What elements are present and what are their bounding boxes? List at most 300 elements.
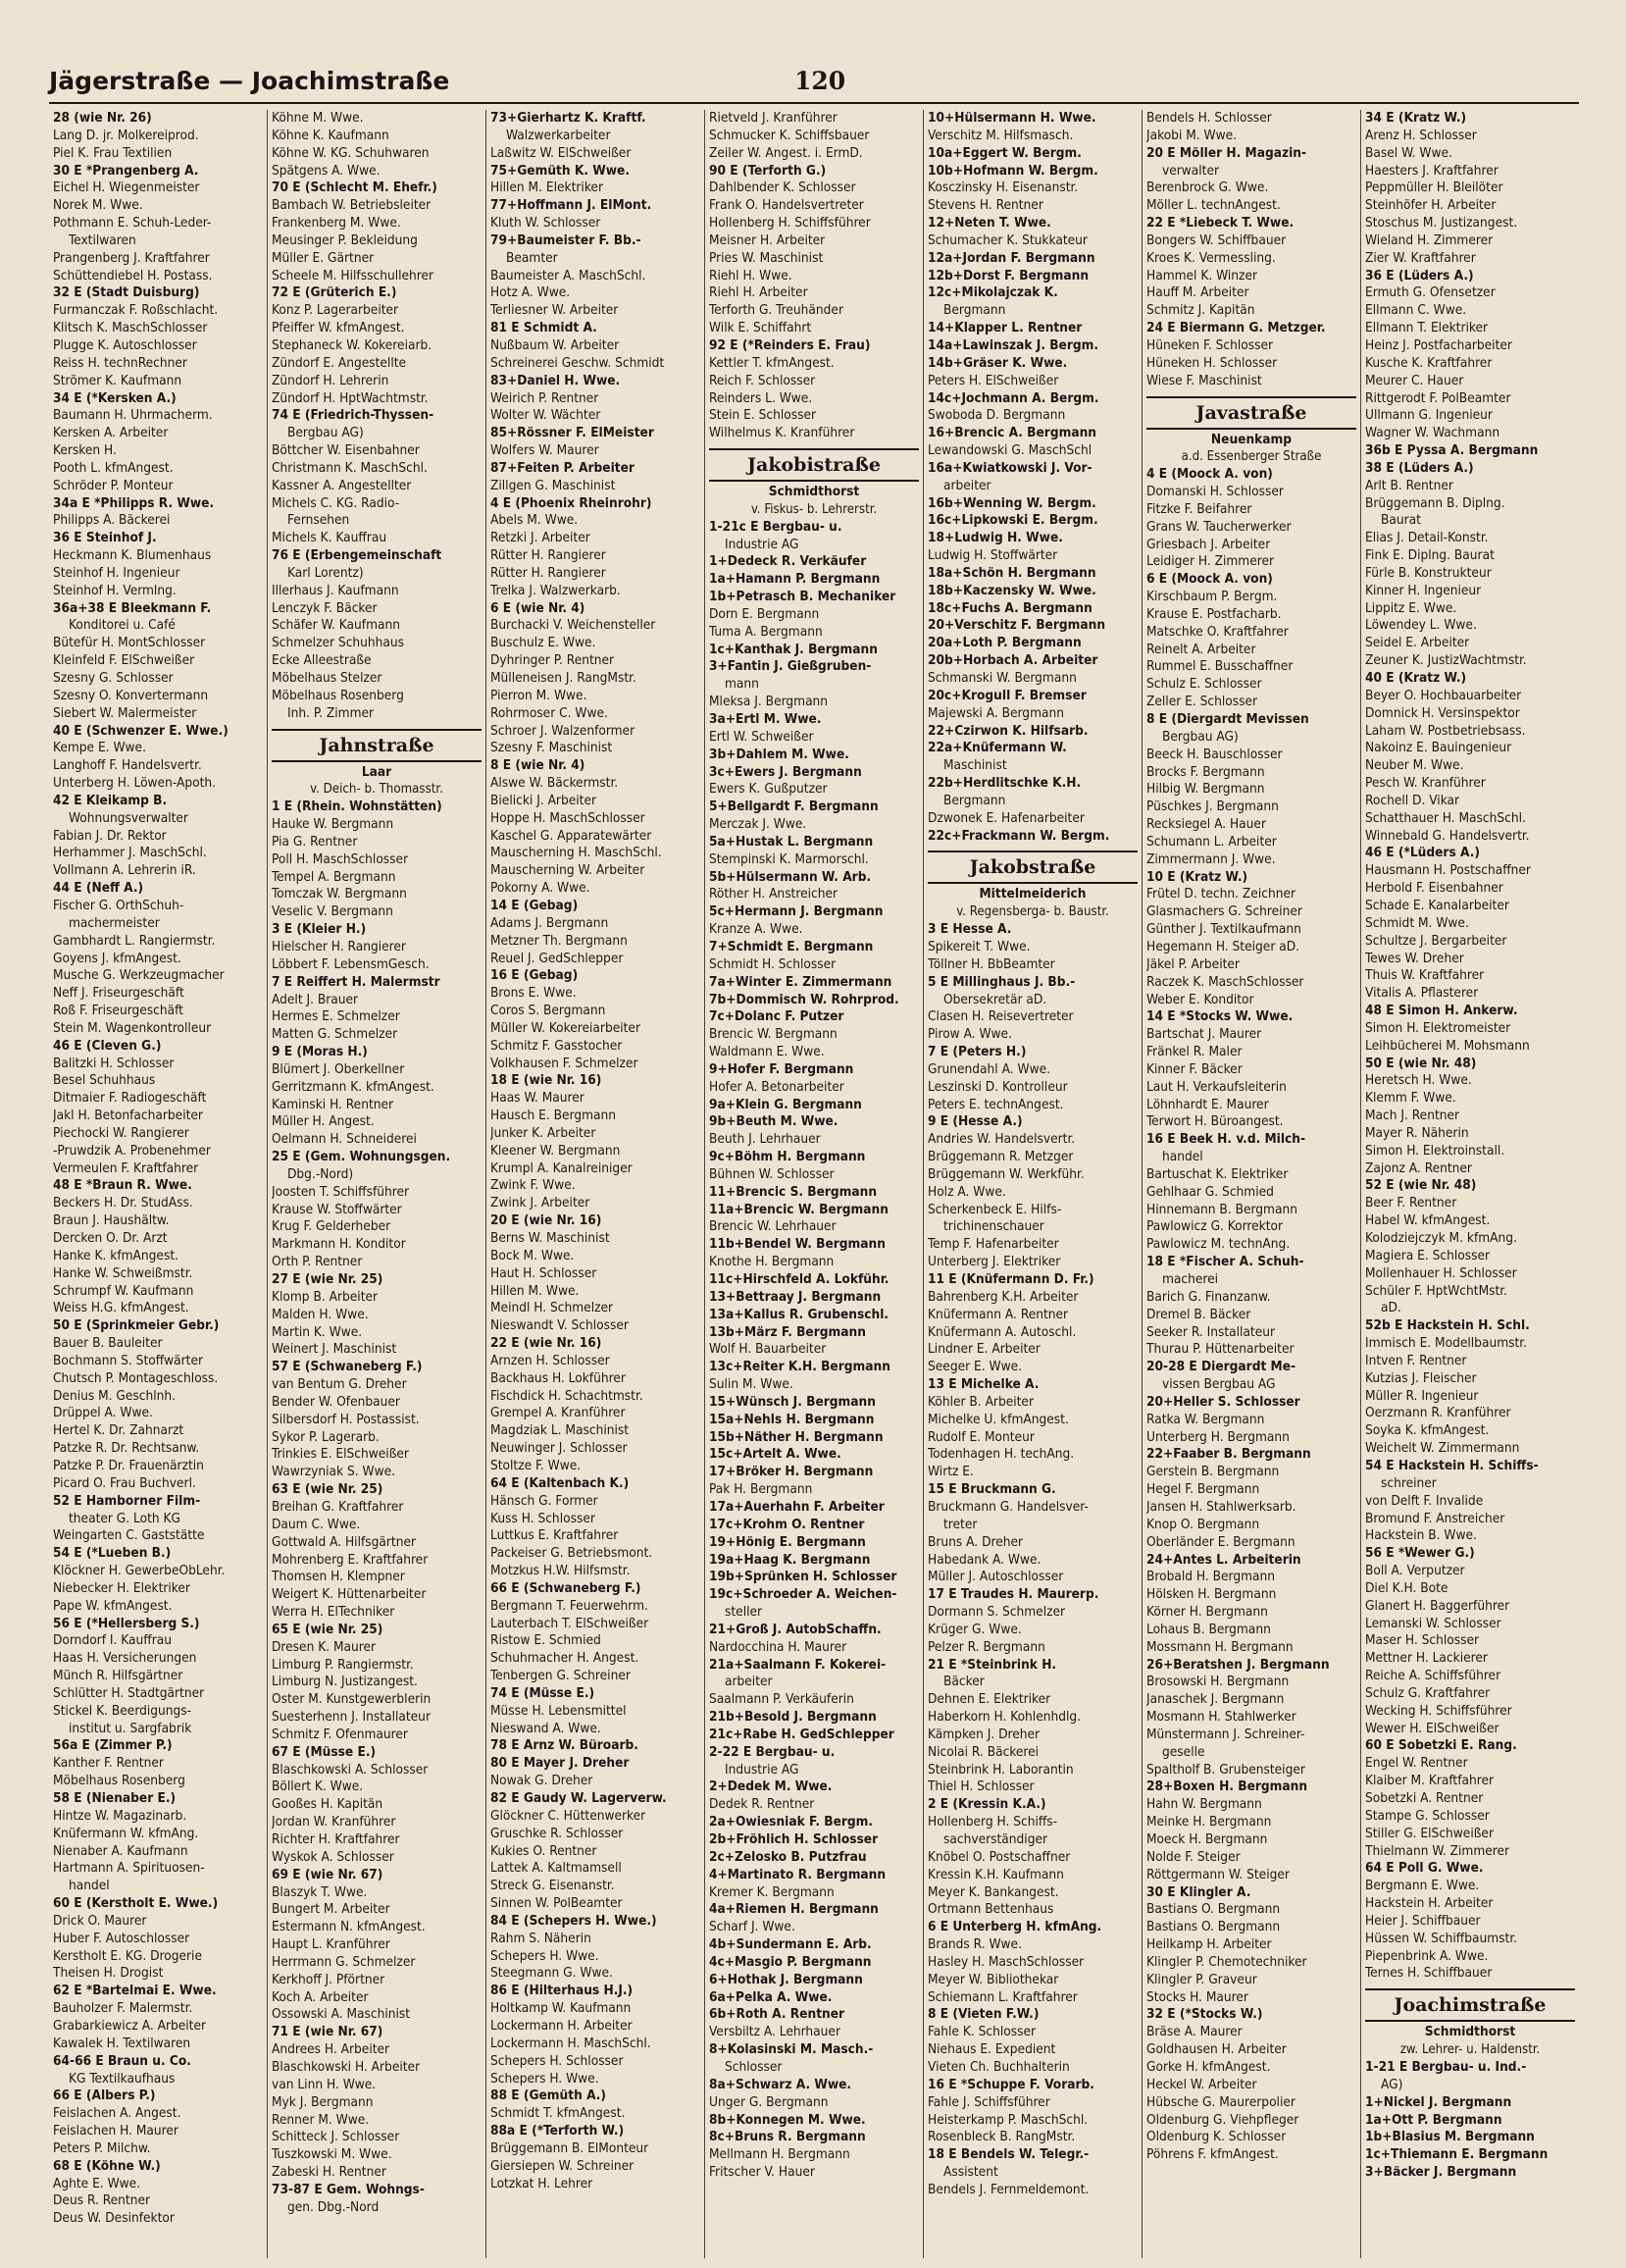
resident-entry: Peters P. Milchw. <box>53 2139 151 2156</box>
resident-entry: Weinert J. Maschinist <box>272 1341 397 1358</box>
resident-entry: Seeger E. Wwe. <box>928 1359 1023 1375</box>
resident-entry: Kaschel G. Apparatewärter <box>490 827 652 844</box>
house-number-entry: 2 E (Kressin K.A.) <box>928 1796 1046 1813</box>
resident-entry: Schepers H. Schlosser <box>490 2052 624 2069</box>
resident-entry: Klöckner H. GewerbeObLehr. <box>53 1563 226 1579</box>
house-number-entry: 18 E (wie Nr. 16) <box>490 1072 602 1089</box>
resident-entry: Laut H. Verkaufsleiterin <box>1146 1078 1287 1095</box>
resident-entry: Dahlbender K. Schlosser <box>709 180 856 196</box>
resident-entry: Bendels H. Schlosser <box>1146 110 1272 126</box>
house-number-entry: 26+Beratshen J. Bergmann <box>1146 1656 1330 1673</box>
house-number-entry: 6 E Unterberg H. kfmAng. <box>928 1919 1102 1935</box>
house-number-entry: 9a+Klein G. Bergmann <box>709 1096 862 1112</box>
resident-entry: Vollmann A. Lehrerin iR. <box>53 862 196 879</box>
resident-entry: Unterberg J. Elektriker <box>928 1254 1061 1270</box>
resident-entry: Wawrzyniak S. Wwe. <box>272 1464 396 1480</box>
house-number-entry: 13b+März F. Bergmann <box>709 1323 866 1340</box>
house-number-entry: 64 E (Kaltenbach K.) <box>490 1474 630 1491</box>
resident-entry: Simon H. Elektroinstall. <box>1365 1142 1505 1159</box>
resident-entry: Steinhöfer H. Arbeiter <box>1365 197 1497 214</box>
resident-entry: Stocks H. Maurer <box>1146 1988 1248 2005</box>
resident-entry: Werra H. ElTechniker <box>272 1604 395 1621</box>
house-number-entry: 11c+Hirschfeld A. Lokführ. <box>709 1271 889 1287</box>
resident-entry: arbeiter <box>725 1674 773 1690</box>
resident-entry: Neuwinger J. Schlosser <box>490 1440 628 1457</box>
house-number-entry: 18 E Bendels W. Telegr.- <box>928 2146 1090 2163</box>
resident-entry: Möbelhaus Rosenberg <box>53 1773 185 1789</box>
resident-entry: von Delft F. Invalide <box>1365 1492 1484 1509</box>
house-number-entry: 7b+Dommisch W. Rohrprod. <box>709 991 899 1007</box>
resident-entry: Intven F. Rentner <box>1365 1352 1467 1368</box>
resident-entry: Lippitz E. Wwe. <box>1365 599 1457 616</box>
resident-entry: Industrie AG <box>725 1761 799 1778</box>
resident-entry: Limburg P. Rangiermstr. <box>272 1656 414 1673</box>
resident-entry: Coros S. Bergmann <box>490 1003 606 1019</box>
resident-entry: Reinders L. Wwe. <box>709 389 813 406</box>
house-number-entry: 30 E Klingler A. <box>1146 1883 1251 1900</box>
resident-entry: Brencic W. Lehrhauer <box>709 1218 837 1235</box>
resident-entry: Ratka W. Bergmann <box>1146 1411 1265 1427</box>
resident-entry: Schmucker K. Schiffsbauer <box>709 127 870 143</box>
house-number-entry: 3c+Ewers J. Bergmann <box>709 763 862 780</box>
resident-entry: Schulz E. Schlosser <box>1146 676 1262 693</box>
resident-entry: Bartuschat K. Elektriker <box>1146 1165 1289 1182</box>
resident-entry: Kusche K. Kraftfahrer <box>1365 354 1493 371</box>
resident-entry: Beyer O. Hochbauarbeiter <box>1365 687 1522 703</box>
resident-entry: Philipps A. Bäckerei <box>53 512 171 529</box>
resident-entry: arbeiter <box>943 477 991 493</box>
resident-entry: gen. Dbg.-Nord <box>287 2198 380 2215</box>
resident-entry: Pelzer R. Bergmann <box>928 1638 1045 1655</box>
resident-entry: steller <box>725 1604 763 1621</box>
resident-entry: Nicolai R. Bäckerei <box>928 1743 1040 1760</box>
house-number-entry: 7a+Winter E. Zimmermann <box>709 973 892 990</box>
resident-entry: Bauholzer F. Malermstr. <box>53 2000 193 2017</box>
resident-entry: Kukies O. Rentner <box>490 1842 597 1859</box>
resident-entry: Köhne M. Wwe. <box>272 110 364 126</box>
resident-entry: Lauterbach T. ElSchweißer <box>490 1615 649 1631</box>
resident-entry: institut u. Sargfabrik <box>69 1720 192 1736</box>
house-number-entry: 4c+Masgio P. Bergmann <box>709 1953 872 1970</box>
resident-entry: Wilk E. Schiffahrt <box>709 320 812 336</box>
resident-entry: Oldenburg K. Schlosser <box>1146 2129 1287 2145</box>
resident-entry: Tenbergen G. Schreiner <box>490 1668 631 1684</box>
resident-entry: Müsse H. Lebensmittel <box>490 1702 627 1719</box>
resident-entry: Fischer G. OrthSchuh- <box>53 897 184 913</box>
resident-entry: Ortmann Bettenhaus <box>928 1901 1054 1918</box>
house-number-entry: 88 E (Gemüth A.) <box>490 2088 607 2104</box>
resident-entry: Laham W. Postbetriebsass. <box>1365 722 1526 739</box>
resident-entry: Ditmaier F. Radiogeschäft <box>53 1090 207 1107</box>
resident-entry: Myk J. Bergmann <box>272 2093 374 2110</box>
resident-entry: Bock M. Wwe. <box>490 1247 575 1263</box>
resident-entry: Rietveld J. Kranführer <box>709 110 838 126</box>
resident-entry: Meisner H. Arbeiter <box>709 232 826 248</box>
resident-entry: Hackstein H. Arbeiter <box>1365 1895 1494 1912</box>
resident-entry: Piechocki W. Rangierer <box>53 1124 189 1141</box>
resident-entry: Grempel A. Kranführer <box>490 1405 626 1421</box>
house-number-entry: 84 E (Schepers H. Wwe.) <box>490 1912 657 1929</box>
resident-entry: Ullmann G. Ingenieur <box>1365 407 1493 424</box>
resident-entry: Weingarten C. Gaststätte <box>53 1527 205 1544</box>
resident-entry: Brüggemann W. Werkführ. <box>928 1165 1085 1182</box>
resident-entry: Kaminski H. Rentner <box>272 1096 394 1112</box>
resident-entry: Dedek R. Rentner <box>709 1796 815 1813</box>
house-number-entry: 10b+Hofmann W. Bergm. <box>928 162 1098 179</box>
resident-entry: Kawalek H. Textilwaren <box>53 2035 191 2051</box>
house-number-entry: 16c+Lipkowski E. Bergm. <box>928 512 1098 529</box>
house-number-entry: 15+Wünsch J. Bergmann <box>709 1393 876 1410</box>
resident-entry: Christmann K. MaschSchl. <box>272 459 428 476</box>
resident-entry: Nowak G. Dreher <box>490 1773 593 1789</box>
house-number-entry: 5b+Hülsermann W. Arb. <box>709 868 872 885</box>
resident-entry: Swoboda D. Bergmann <box>928 407 1066 424</box>
resident-entry: sachverständiger <box>943 1831 1048 1847</box>
house-number-entry: 10a+Eggert W. Bergm. <box>928 144 1082 161</box>
house-number-entry: 15 E Bruckmann G. <box>928 1481 1056 1498</box>
resident-entry: Seeker R. Installateur <box>1146 1323 1276 1340</box>
resident-entry: Günther J. Textilkaufmann <box>1146 921 1301 938</box>
resident-entry: Fabian J. Dr. Rektor <box>53 827 167 844</box>
resident-entry: Glanert H. Baggerführer <box>1365 1597 1510 1614</box>
resident-entry: Steinbrink H. Laborantin <box>928 1761 1074 1778</box>
house-number-entry: 92 E (*Reinders E. Frau) <box>709 336 871 353</box>
resident-entry: Fürle B. Konstrukteur <box>1365 564 1492 581</box>
house-number-entry: 4+Martinato R. Bergmann <box>709 1866 887 1882</box>
resident-entry: Seidel E. Arbeiter <box>1365 635 1470 651</box>
house-number-entry: 6 E (Moock A. von) <box>1146 571 1273 588</box>
resident-entry: Stiller G. ElSchweißer <box>1365 1825 1494 1841</box>
house-number-entry: 9c+Böhm H. Bergmann <box>709 1149 866 1165</box>
house-number-entry: 38 E (Lüders A.) <box>1365 459 1474 476</box>
resident-entry: Domnick H. Versinspektor <box>1365 704 1520 721</box>
house-number-entry: 54 E (*Lueben B.) <box>53 1545 172 1562</box>
resident-entry: Müller H. Angest. <box>272 1113 375 1130</box>
house-number-entry: 11b+Bendel W. Bergmann <box>709 1236 886 1253</box>
house-number-entry: 86 E (Hilterhaus H.J.) <box>490 1983 634 1999</box>
resident-entry: Schüler F. HptWchtMstr. <box>1365 1282 1507 1299</box>
resident-entry: Mach J. Rentner <box>1365 1108 1460 1124</box>
resident-entry: Inh. P. Zimmer <box>287 704 375 721</box>
resident-entry: Berns W. Maschinist <box>490 1230 610 1246</box>
resident-entry: vissen Bergbau AG <box>1162 1376 1276 1393</box>
resident-entry: handel <box>1162 1149 1203 1165</box>
resident-entry: Fernsehen <box>287 512 350 529</box>
resident-entry: Haut H. Schlosser <box>490 1264 597 1281</box>
resident-entry: Steinhof H. Vermlng. <box>53 582 177 598</box>
resident-entry: Glöckner C. Hüttenwerker <box>490 1807 646 1824</box>
street-heading: Javastraße <box>1146 396 1356 430</box>
resident-entry: Karl Lorentz) <box>287 564 364 581</box>
resident-entry: Bergbau AG) <box>287 425 364 441</box>
resident-entry: Leszinski D. Kontrolleur <box>928 1078 1068 1095</box>
house-number-entry: 2c+Zelosko B. Putzfrau <box>709 1848 867 1865</box>
house-number-entry: 44 E (Neff A.) <box>53 880 144 897</box>
house-number-entry: 8 E (wie Nr. 4) <box>490 757 585 774</box>
resident-entry: Terforth G. Treuhänder <box>709 302 843 319</box>
directory-column <box>49 110 268 2258</box>
street-extent: v. Regensberga- b. Baustr. <box>956 904 1109 920</box>
resident-entry: Assistent <box>943 2164 998 2181</box>
house-number-entry: 20c+Krogull F. Bremser <box>928 687 1087 703</box>
resident-entry: AG) <box>1381 2076 1403 2092</box>
house-number-entry: 58 E (Nienaber E.) <box>53 1790 177 1806</box>
resident-entry: Musche G. Werkzeugmacher <box>53 967 225 984</box>
resident-entry: Müller J. Autoschlosser <box>928 1569 1064 1585</box>
resident-entry: verwalter <box>1162 162 1220 179</box>
resident-entry: Suesterhenn J. Installateur <box>272 1709 431 1726</box>
house-number-entry: 16 E (Gebag) <box>490 967 579 984</box>
house-number-entry: 1+Dedeck R. Verkäufer <box>709 553 867 570</box>
resident-entry: Schmidt H. Schlosser <box>709 955 837 972</box>
resident-entry: Püschkes J. Bergmann <box>1146 799 1279 815</box>
resident-entry: Sobetzki A. Rentner <box>1365 1790 1484 1806</box>
resident-entry: Dorndorf I. Kauffrau <box>53 1632 172 1649</box>
resident-entry: Giersiepen W. Schreiner <box>490 2157 635 2174</box>
house-number-entry: 32 E (*Stocks W.) <box>1146 2006 1263 2023</box>
resident-entry: Mauscherning W. Arbeiter <box>490 862 645 879</box>
resident-entry: Eichel H. Wiegenmeister <box>53 180 200 196</box>
resident-entry: Hillen M. Elektriker <box>490 180 603 196</box>
resident-entry: Mettner H. Lackierer <box>1365 1650 1488 1667</box>
resident-entry: Renner M. Wwe. <box>272 2111 370 2128</box>
resident-entry: Schmitz F. Gasstocher <box>490 1037 623 1054</box>
resident-entry: Hausmann H. Postschaffner <box>1365 862 1531 879</box>
house-number-entry: 1b+Blasius M. Bergmann <box>1365 2129 1535 2145</box>
house-number-entry: 24+Antes L. Arbeiterin <box>1146 1551 1301 1568</box>
resident-entry: Knöbel O. Postschaffner <box>928 1848 1071 1865</box>
house-number-entry: 9 E (Hesse A.) <box>928 1113 1023 1130</box>
resident-entry: Abels M. Wwe. <box>490 512 579 529</box>
resident-entry: Reich F. Schlosser <box>709 372 816 388</box>
resident-entry: Chutsch P. Montageschloss. <box>53 1369 219 1386</box>
house-number-entry: 3+Fantin J. Gießgruben- <box>709 658 872 675</box>
house-number-entry: 77+Hoffmann J. ElMont. <box>490 197 652 214</box>
house-number-entry: 8 E (Diergardt Mevissen <box>1146 711 1309 727</box>
house-number-entry: 16+Brencic A. Bergmann <box>928 425 1096 441</box>
resident-entry: Blaschkowski H. Arbeiter <box>272 2058 421 2075</box>
resident-entry: Oster M. Kunstgewerblerin <box>272 1691 432 1708</box>
resident-entry: Neuber M. Wwe. <box>1365 757 1464 774</box>
resident-entry: Töllner H. BbBeamter <box>928 955 1055 972</box>
resident-entry: Kressin K.H. Kaufmann <box>928 1866 1064 1882</box>
resident-entry: Wyskok A. Schlosser <box>272 1848 394 1865</box>
resident-entry: Wewer H. ElSchweißer <box>1365 1720 1499 1736</box>
resident-entry: Scheele M. Hilfsschullehrer <box>272 267 434 284</box>
house-number-entry: 64-66 E Braun u. Co. <box>53 2052 191 2069</box>
resident-entry: Arnzen H. Schlosser <box>490 1352 610 1368</box>
resident-entry: Stempinski K. Marmorschl. <box>709 850 869 867</box>
resident-entry: Elias J. Detail-Konstr. <box>1365 530 1489 546</box>
resident-entry: Clasen H. Reisevertreter <box>928 1008 1074 1025</box>
resident-entry: Möller L. technAngest. <box>1146 197 1281 214</box>
house-number-entry: 82 E Gaudy W. Lagerverw. <box>490 1790 667 1806</box>
resident-entry: Beamter <box>506 249 558 266</box>
resident-entry: Ossowski A. Maschinist <box>272 2006 411 2023</box>
resident-entry: Hinnemann B. Bergmann <box>1146 1201 1297 1217</box>
resident-entry: Buschulz E. Wwe. <box>490 635 596 651</box>
resident-entry: Vieten Ch. Buchhalterin <box>928 2058 1070 2075</box>
resident-entry: Schäfer W. Kaufmann <box>272 617 401 634</box>
resident-entry: Schumacher K. Stukkateur <box>928 232 1088 248</box>
resident-entry: Köhne K. Kaufmann <box>272 127 389 143</box>
resident-entry: Krause W. Stoffwärter <box>272 1201 402 1217</box>
resident-entry: Nußbaum W. Arbeiter <box>490 336 620 353</box>
house-number-entry: 68 E (Köhne W.) <box>53 2157 161 2174</box>
resident-entry: Wolter W. Wächter <box>490 407 601 424</box>
resident-entry: Nieswandt V. Schlosser <box>490 1317 629 1334</box>
resident-entry: Industrie AG <box>725 536 799 552</box>
resident-entry: Schlosser <box>725 2058 783 2075</box>
house-number-entry: 87+Feiten P. Arbeiter <box>490 459 635 476</box>
resident-entry: Haberkorn H. Kohlenhdlg. <box>928 1709 1082 1726</box>
street-extent: a.d. Essenberger Straße <box>1181 449 1322 465</box>
resident-entry: Ermuth G. Ofensetzer <box>1365 284 1496 301</box>
resident-entry: Stein M. Wagenkontrolleur <box>53 1019 212 1036</box>
resident-entry: Meyer W. Bibliothekar <box>928 1971 1059 1987</box>
resident-entry: Schmanski W. Bergmann <box>928 670 1077 686</box>
resident-entry: Lockermann H. MaschSchl. <box>490 2035 651 2051</box>
resident-entry: Zeuner K. JustizWachtmstr. <box>1365 652 1527 669</box>
resident-entry: Niehaus E. Expedient <box>928 2041 1056 2058</box>
house-number-entry: 74 E (Müsse E.) <box>490 1684 595 1701</box>
resident-entry: Burchacki V. Weichensteller <box>490 617 656 634</box>
resident-entry: Gottwald A. Hilfsgärtner <box>272 1533 417 1550</box>
resident-entry: Mellmann H. Bergmann <box>709 2146 850 2163</box>
house-number-entry: 46 E (*Lüders A.) <box>1365 845 1480 861</box>
resident-entry: Heier J. Schiffbauer <box>1365 1912 1481 1929</box>
house-number-entry: 78 E Arnz W. Büroarb. <box>490 1737 638 1754</box>
resident-entry: Reuel J. GedSchlepper <box>490 950 624 966</box>
resident-entry: Dormann S. Schmelzer <box>928 1604 1066 1621</box>
house-number-entry: 18b+Kaczensky W. Wwe. <box>928 582 1096 598</box>
resident-entry: Stevens H. Rentner <box>928 197 1043 214</box>
resident-entry: Strömer K. Kaufmann <box>53 372 182 388</box>
resident-entry: Retzki J. Arbeiter <box>490 530 590 546</box>
resident-entry: Münstermann J. Schreiner- <box>1146 1726 1305 1742</box>
resident-entry: Lohaus B. Bergmann <box>1146 1621 1271 1637</box>
resident-entry: Klomp B. Arbeiter <box>272 1288 379 1305</box>
resident-entry: Heinz J. Postfacharbeiter <box>1365 336 1512 353</box>
resident-entry: Reinelt A. Arbeiter <box>1146 641 1256 657</box>
resident-entry: Herbold F. Eisenbahner <box>1365 880 1503 897</box>
resident-entry: Verschitz M. Hilfsmasch. <box>928 127 1074 143</box>
resident-entry: Pape W. kfmAngest. <box>53 1597 173 1614</box>
resident-entry: Hoppe H. MaschSchlosser <box>490 809 645 826</box>
resident-entry: Grunendahl A. Wwe. <box>928 1060 1050 1077</box>
resident-entry: Gerritzmann K. kfmAngest. <box>272 1078 434 1095</box>
house-number-entry: 48 E *Braun R. Wwe. <box>53 1177 192 1194</box>
house-number-entry: 56 E *Wewer G.) <box>1365 1545 1475 1562</box>
resident-entry: Zündorf E. Angestellte <box>272 354 407 371</box>
directory-columns <box>49 110 1579 2258</box>
resident-entry: Hausch E. Bergmann <box>490 1108 617 1124</box>
resident-entry: Leihbücherei M. Mohsmann <box>1365 1037 1530 1054</box>
house-number-entry: 15b+Näther H. Bergmann <box>709 1428 884 1445</box>
resident-entry: Limburg N. Justizangest. <box>272 1674 418 1690</box>
resident-entry: Bahrenberg K.H. Arbeiter <box>928 1288 1079 1305</box>
resident-entry: Riehl H. Wwe. <box>709 267 792 284</box>
house-number-entry: 42 E Kleikamp B. <box>53 792 168 808</box>
resident-entry: Patzke P. Dr. Frauenärztin <box>53 1457 204 1473</box>
resident-entry: Terliesner W. Arbeiter <box>490 302 619 319</box>
resident-entry: Langhoff F. Handelsvertr. <box>53 757 202 774</box>
directory-column <box>486 110 705 2258</box>
resident-entry: Oberländer E. Bergmann <box>1146 1533 1296 1550</box>
resident-entry: Wagner W. Wachmann <box>1365 425 1500 441</box>
resident-entry: Winnebald G. Handelsvertr. <box>1365 827 1530 844</box>
resident-entry: Holz A. Wwe. <box>928 1183 1006 1200</box>
resident-entry: Maser H. Schlosser <box>1365 1632 1479 1649</box>
house-number-entry: 14 E *Stocks W. Wwe. <box>1146 1008 1294 1025</box>
resident-entry: Bromund F. Anstreicher <box>1365 1510 1505 1526</box>
resident-entry: Maschinist <box>943 757 1007 774</box>
resident-entry: Orth P. Rentner <box>272 1254 363 1270</box>
house-number-entry: 16 E *Schuppe F. Vorarb. <box>928 2076 1094 2092</box>
resident-entry: Bastians O. Bergmann <box>1146 1919 1281 1935</box>
directory-column <box>1361 110 1579 2258</box>
resident-entry: Koch A. Arbeiter <box>272 1988 369 2005</box>
resident-entry: Boll A. Verputzer <box>1365 1563 1465 1579</box>
page-number: 120 <box>794 67 846 95</box>
house-number-entry: 81 E Schmidt A. <box>490 320 597 336</box>
resident-entry: Meurer C. Hauer <box>1365 372 1464 388</box>
resident-entry: Lotzkat H. Lehrer <box>490 2175 593 2191</box>
resident-entry: Poll H. MaschSchlosser <box>272 850 409 867</box>
resident-entry: Textilwaren <box>69 232 136 248</box>
house-number-entry: 50 E (wie Nr. 48) <box>1365 1055 1477 1071</box>
resident-entry: Dbg.-Nord) <box>287 1165 354 1182</box>
resident-entry: Michelke U. kfmAngest. <box>928 1411 1069 1427</box>
house-number-entry: 60 E (Kerstholt E. Wwe.) <box>53 1895 219 1912</box>
resident-entry: Hintze W. Magazinarb. <box>53 1807 187 1824</box>
resident-entry: Heisterkamp P. MaschSchl. <box>928 2111 1089 2128</box>
resident-entry: Krug F. Gelderheber <box>272 1218 391 1235</box>
resident-entry: Bambach W. Betriebsleiter <box>272 197 432 214</box>
resident-entry: Müller R. Ingenieur <box>1365 1387 1479 1404</box>
resident-entry: Martin K. Wwe. <box>272 1323 363 1340</box>
resident-entry: Metzner Th. Bergmann <box>490 932 628 949</box>
house-number-entry: 17c+Krohm O. Rentner <box>709 1516 865 1532</box>
resident-entry: Wolf H. Bauarbeiter <box>709 1341 827 1358</box>
resident-entry: Dremel B. Bäcker <box>1146 1306 1251 1322</box>
house-number-entry: 57 E (Schwaneberg F.) <box>272 1359 423 1375</box>
house-number-entry: 3 E (Kleier H.) <box>272 921 367 938</box>
resident-entry: Steegmann G. Wwe. <box>490 1965 613 1982</box>
resident-entry: Grabarkiewicz A. Arbeiter <box>53 2017 207 2034</box>
resident-entry: Denius M. Geschlnh. <box>53 1387 177 1404</box>
resident-entry: Bender W. Ofenbauer <box>272 1393 400 1410</box>
resident-entry: Bergmann E. Wwe. <box>1365 1878 1480 1894</box>
house-number-entry: 40 E (Kratz W.) <box>1365 670 1467 686</box>
resident-entry: Sulin M. Wwe. <box>709 1376 793 1393</box>
resident-entry: Gehlhaar G. Schmied <box>1146 1183 1274 1200</box>
resident-entry: Jakl H. Betonfacharbeiter <box>53 1108 203 1124</box>
resident-entry: Mohrenberg E. Kraftfahrer <box>272 1551 429 1568</box>
resident-entry: Meinke H. Bergmann <box>1146 1814 1272 1830</box>
resident-entry: Fritscher V. Hauer <box>709 2164 815 2181</box>
house-number-entry: 17a+Auerhahn F. Arbeiter <box>709 1498 885 1515</box>
resident-entry: Schiemann L. Kraftfahrer <box>928 1988 1078 2005</box>
house-number-entry: 3 E Hesse A. <box>928 921 1012 938</box>
house-number-entry: 22c+Frackmann W. Bergm. <box>928 827 1110 844</box>
house-number-entry: 1-21c E Bergbau- u. <box>709 518 842 535</box>
resident-entry: Brobald H. Bergmann <box>1146 1569 1276 1585</box>
house-number-entry: 2+Dedek M. Wwe. <box>709 1778 833 1795</box>
house-number-entry: 40 E (Schwenzer E. Wwe.) <box>53 722 229 739</box>
resident-entry: Holtkamp W. Kaufmann <box>490 2000 632 2017</box>
resident-entry: Simon H. Elektromeister <box>1365 1019 1511 1036</box>
